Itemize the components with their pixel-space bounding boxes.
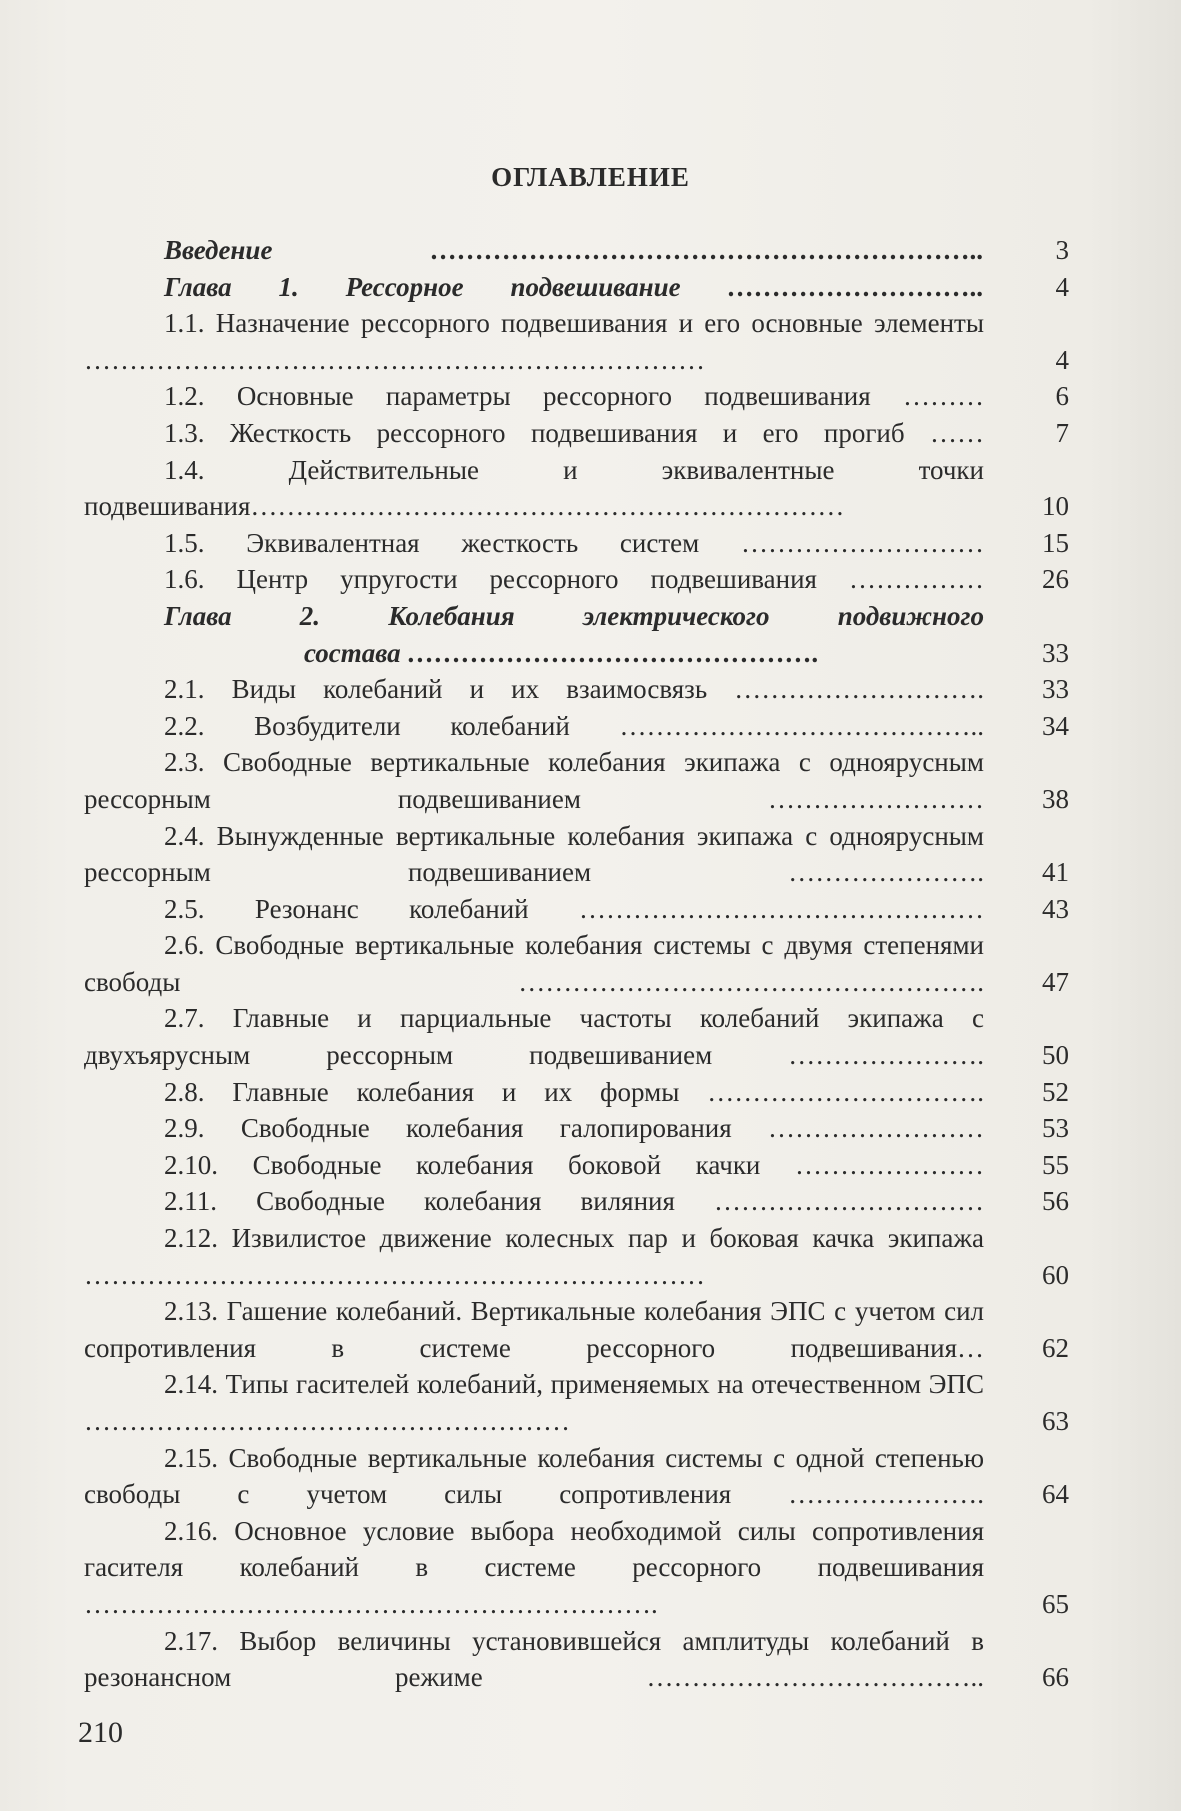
toc-entry-text: 1.2. Основные параметры рессорного подвешивания ……… bbox=[164, 381, 984, 412]
toc-entry bbox=[84, 598, 1084, 671]
toc-entry-page: 64 bbox=[1042, 1479, 1069, 1510]
toc-entry-text: Глава 1. Рессорное подвешивание ……………………….. bbox=[164, 271, 984, 302]
toc-entry bbox=[84, 1623, 1084, 1696]
toc-entry-page: 26 bbox=[1042, 564, 1069, 595]
toc-entry bbox=[84, 525, 1084, 562]
toc-entry-page: 33 bbox=[1042, 674, 1069, 705]
toc-entry-page: 53 bbox=[1042, 1113, 1069, 1144]
toc-entry bbox=[84, 1000, 1084, 1073]
toc-entry-page: 41 bbox=[1042, 857, 1069, 888]
toc-entry bbox=[84, 744, 1084, 817]
toc-entry-text: 2.14. Типы гасителей колебаний, применяемых на отечественном ЭПС ……………………………………………… bbox=[84, 1369, 984, 1436]
toc-entry-text: 2.5. Резонанс колебаний ……………………………………… bbox=[164, 893, 984, 924]
table-of-contents bbox=[84, 232, 1084, 1696]
toc-entry-text: 1.3. Жесткость рессорного подвешивания и его прогиб …… bbox=[164, 417, 984, 448]
toc-entry-page: 6 bbox=[1055, 381, 1069, 412]
toc-entry-page: 43 bbox=[1042, 893, 1069, 924]
toc-entry-text: 2.1. Виды колебаний и их взаимосвязь ………………………. bbox=[164, 674, 984, 705]
toc-entry bbox=[84, 232, 1084, 269]
toc-entry-text: 1.6. Центр упругости рессорного подвешивания …………… bbox=[164, 564, 984, 595]
toc-entry-text: 2.4. Вынужденные вертикальные колебания экипажа с одноярусным рессорным подвешиванием …………………. bbox=[84, 820, 984, 888]
toc-entry-page: 66 bbox=[1042, 1662, 1069, 1693]
toc-entry bbox=[84, 378, 1084, 415]
toc-entry-page: 3 bbox=[1055, 235, 1069, 265]
toc-entry bbox=[84, 818, 1084, 891]
toc-entry bbox=[84, 1074, 1084, 1111]
toc-entry-page: 65 bbox=[1042, 1588, 1069, 1619]
toc-entry bbox=[84, 415, 1084, 452]
toc-entry bbox=[84, 927, 1084, 1000]
toc-entry-text-continuation: состава ………………………………………. bbox=[304, 637, 820, 668]
toc-entry-text: 2.8. Главные колебания и их формы …………………………. bbox=[164, 1076, 984, 1107]
toc-entry bbox=[84, 891, 1084, 928]
toc-entry-text: 2.11. Свободные колебания виляния ………………………… bbox=[164, 1186, 984, 1217]
toc-entry bbox=[84, 561, 1084, 598]
toc-entry-text: 2.6. Свободные вертикальные колебания системы с двумя степенями свободы ……………………………………………. bbox=[84, 930, 984, 997]
toc-entry-text: 2.15. Свободные вертикальные колебания системы с одной степенью свободы с учетом силы сопротивления …………………. bbox=[84, 1442, 984, 1510]
toc-entry-text: Глава 2. Колебания электрического подвижного bbox=[164, 600, 984, 631]
toc-entry-page: 34 bbox=[1042, 710, 1069, 741]
toc-entry-page: 33 bbox=[1042, 637, 1069, 668]
toc-entry-page: 56 bbox=[1042, 1186, 1069, 1217]
toc-entry bbox=[84, 671, 1084, 708]
page-number: 210 bbox=[78, 1716, 123, 1749]
toc-entry bbox=[84, 1513, 1084, 1623]
toc-entry bbox=[84, 269, 1084, 306]
page-title: ОГЛАВЛЕНИЕ bbox=[491, 162, 690, 192]
toc-entry-page: 38 bbox=[1042, 783, 1069, 814]
toc-entry bbox=[84, 1147, 1084, 1184]
toc-entry bbox=[84, 1183, 1084, 1220]
toc-entry-page: 7 bbox=[1055, 417, 1069, 448]
toc-entry bbox=[84, 1366, 1084, 1439]
toc-entry-text: 1.5. Эквивалентная жесткость систем ……………………… bbox=[164, 527, 984, 558]
toc-entry-text: 2.10. Свободные колебания боковой качки ………………… bbox=[164, 1149, 984, 1180]
toc-entry-page: 47 bbox=[1042, 966, 1069, 997]
toc-entry-text: 2.3. Свободные вертикальные колебания экипажа с одноярусным рессорным подвешиванием …………………… bbox=[84, 747, 984, 814]
toc-entry-text: 2.17. Выбор величины установившейся амплитуды колебаний в резонансном режиме ……………………………….. bbox=[84, 1625, 984, 1693]
toc-entry-text: Введение …………………………………………………….. bbox=[164, 235, 984, 265]
toc-entry bbox=[84, 1110, 1084, 1147]
toc-entry-page: 55 bbox=[1042, 1149, 1069, 1180]
toc-entry bbox=[84, 1293, 1084, 1366]
toc-entry bbox=[84, 1220, 1084, 1293]
toc-entry-text: 1.1. Назначение рессорного подвешивания и его основные элементы …………………………………………………………… bbox=[84, 308, 984, 375]
toc-entry-text: 2.9. Свободные колебания галопирования …………………… bbox=[164, 1113, 984, 1144]
toc-entry-page: 62 bbox=[1042, 1332, 1069, 1363]
toc-entry-page: 4 bbox=[1055, 271, 1069, 302]
toc-entry bbox=[84, 708, 1084, 745]
toc-entry-text: 2.16. Основное условие выбора необходимой силы сопротивления гасителя колебаний в системе рессорного подвешивания ………………………………………………………. bbox=[84, 1515, 984, 1619]
toc-entry-text: 2.12. Извилистое движение колесных пар и боковая качка экипажа …………………………………………………………… bbox=[84, 1223, 984, 1290]
toc-entry-page: 52 bbox=[1042, 1076, 1069, 1107]
toc-entry-page: 50 bbox=[1042, 1040, 1069, 1071]
toc-entry bbox=[84, 305, 1084, 378]
toc-entry-page: 10 bbox=[1042, 491, 1069, 522]
toc-entry-text: 1.4. Действительные и эквивалентные точки подвешивания………………………………………………………… bbox=[84, 454, 984, 522]
toc-entry-page: 60 bbox=[1042, 1259, 1069, 1290]
toc-entry-page: 15 bbox=[1042, 527, 1069, 558]
toc-entry-text: 2.7. Главные и парциальные частоты колебаний экипажа с двухъярусным рессорным подвешиванием …………………. bbox=[84, 1003, 984, 1071]
toc-entry-page: 4 bbox=[1055, 344, 1069, 375]
toc-entry-page: 63 bbox=[1042, 1406, 1069, 1436]
toc-entry-text: 2.2. Возбудители колебаний ………………………………….. bbox=[164, 710, 984, 741]
toc-entry-text: 2.13. Гашение колебаний. Вертикальные колебания ЭПС с учетом сил сопротивления в системе рессорного подвешивания… bbox=[84, 1296, 984, 1363]
toc-entry bbox=[84, 452, 1084, 525]
toc-entry bbox=[84, 1440, 1084, 1513]
